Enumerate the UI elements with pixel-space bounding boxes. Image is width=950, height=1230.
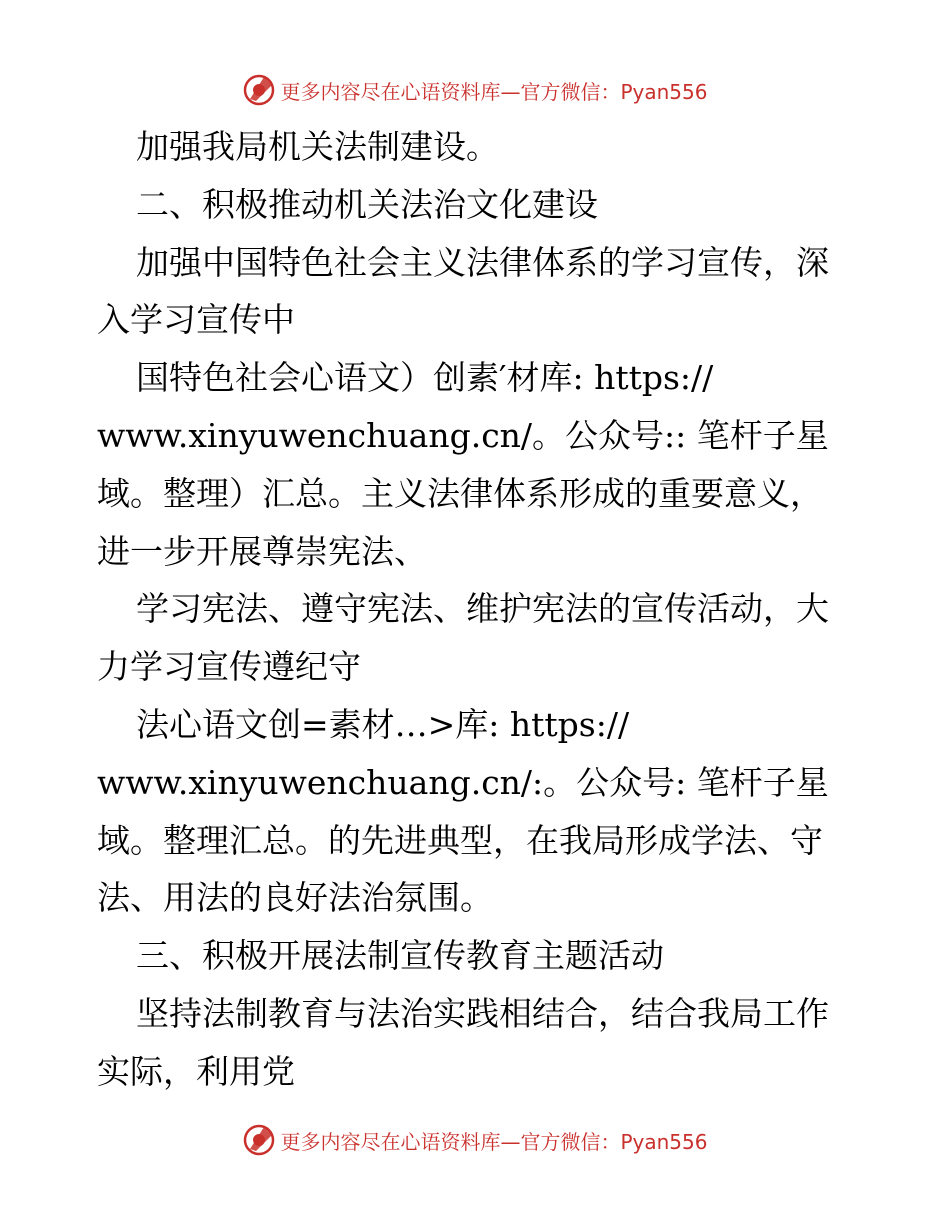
text-line: www.xinyuwenchuang.cn/。公众号:: 笔杆子星 bbox=[97, 415, 829, 455]
text-line: 二、积极推动机关法治文化建设 bbox=[136, 184, 598, 224]
footer-banner-text: 更多内容尽在心语资料库—官方微信：Pyan556 bbox=[280, 1129, 708, 1154]
text-line: 加强我局机关法制建设。 bbox=[136, 127, 499, 166]
text-line: www.xinyuwenchuang.cn/:。公众号: 笔杆子星 bbox=[97, 762, 829, 802]
text-line: 力学习宣传遵纪守 bbox=[97, 647, 361, 687]
text-line: 法、用法的良好法治氛围。 bbox=[97, 878, 493, 918]
footer-banner bbox=[0, 1120, 950, 1160]
text-line: 入学习宣传中 bbox=[97, 300, 295, 340]
text-line: 坚持法制教育与法治实践相结合，结合我局工作 bbox=[136, 993, 829, 1033]
brush-logo-icon bbox=[242, 1123, 276, 1157]
brush-logo-icon bbox=[242, 73, 276, 107]
text-line: 法心语文创=素材…>库: https:// bbox=[136, 704, 630, 744]
text-line: 学习宪法、遵守宪法、维护宪法的宣传活动，大 bbox=[136, 589, 829, 629]
text-line: 三、积极开展法制宣传教育主题活动 bbox=[136, 936, 664, 976]
text-line: 国特色社会心语文）创素′材库: https:// bbox=[136, 358, 714, 398]
text-line: 实际，利用党 bbox=[97, 1051, 295, 1091]
text-line: 进一步开展尊崇宪法、 bbox=[97, 531, 427, 571]
header-banner bbox=[0, 70, 950, 110]
text-line: 域。整理汇总。的先进典型，在我局形成学法、守 bbox=[97, 820, 823, 860]
text-line: 域。整理）汇总。主义法律体系形成的重要意义， bbox=[97, 473, 823, 513]
text-line: 加强中国特色社会主义法律体系的学习宣传，深 bbox=[136, 242, 829, 282]
document-body bbox=[97, 118, 857, 1101]
header-banner-text: 更多内容尽在心语资料库—官方微信：Pyan556 bbox=[280, 79, 708, 104]
